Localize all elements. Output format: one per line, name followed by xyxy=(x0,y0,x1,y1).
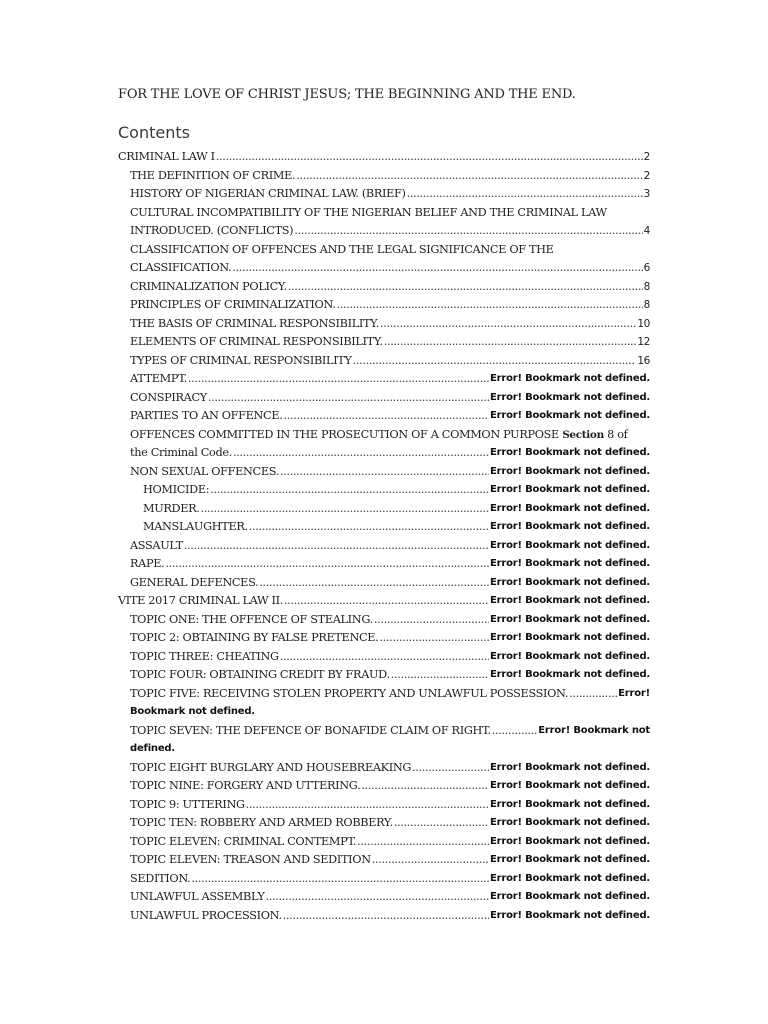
toc-entry-title: TOPIC ELEVEN: TREASON AND SEDITION xyxy=(130,853,371,866)
leader-dots xyxy=(296,167,642,186)
toc-error-text-line2: Bookmark not defined. xyxy=(130,706,255,717)
leader-dots xyxy=(294,222,642,241)
leader-dots xyxy=(283,407,489,426)
toc-entry[interactable] xyxy=(0,888,650,907)
toc-entry-title: TOPIC TEN: ROBBERY AND ARMED ROBBERY. xyxy=(130,816,393,829)
toc-entry-title: CRIMINALIZATION POLICY. xyxy=(130,279,287,293)
toc-entry[interactable] xyxy=(0,333,650,352)
toc-error-text: Error! Bookmark not defined. xyxy=(489,539,650,551)
toc-entry[interactable] xyxy=(0,518,650,537)
toc-entry-title: GENERAL DEFENCES. xyxy=(130,575,259,589)
toc-error-text: Error! Bookmark not defined. xyxy=(489,817,650,828)
toc-entry-title: THE DEFINITION OF CRIME. xyxy=(130,168,296,182)
toc-error-text: Error! xyxy=(618,687,650,699)
toc-entry-title: THE BASIS OF CRIMINAL RESPONSIBILITY. xyxy=(130,316,380,330)
toc-entry-title-line1: CULTURAL INCOMPATIBILITY OF THE NIGERIAN BELIEF AND THE CRIMINAL LAW xyxy=(130,205,607,219)
toc-entry-title: TOPIC THREE: CHEATING xyxy=(130,649,279,663)
leader-dots xyxy=(394,814,489,833)
toc-error-text: Error! Bookmark not defined. xyxy=(489,780,650,791)
toc-entry-title: TYPES OF CRIMINAL RESPONSIBILITY xyxy=(130,353,352,367)
leader-dots xyxy=(569,685,617,704)
leader-dots xyxy=(353,352,637,371)
toc-entry-title: RAPE. xyxy=(130,557,165,570)
toc-entry[interactable] xyxy=(0,389,650,408)
toc-entry[interactable] xyxy=(0,370,650,389)
toc-entry[interactable] xyxy=(0,426,650,463)
leader-dots xyxy=(288,278,643,297)
toc-entry[interactable] xyxy=(0,500,650,519)
toc-entry-title-line2: INTRODUCED. (CONFLICTS) xyxy=(130,224,294,237)
toc-entry-title: TOPIC ONE: THE OFFENCE OF STEALING. xyxy=(130,612,373,626)
toc-entry[interactable] xyxy=(0,555,650,574)
toc-entry-title-text: OFFENCES COMMITTED IN THE PROSECUTION OF A COMMON PURPOSE xyxy=(130,427,559,441)
leader-dots xyxy=(165,555,489,574)
toc-error-text: Error! Bookmark not defined. xyxy=(489,373,650,384)
toc-entry-title: ELEMENTS OF CRIMINAL RESPONSIBILITY. xyxy=(130,335,383,348)
toc-entry[interactable] xyxy=(0,851,650,870)
toc-entry[interactable] xyxy=(0,167,650,186)
toc-error-text: Error! Bookmark not defined. xyxy=(489,558,650,569)
toc-error-text: Error! Bookmark not defined. xyxy=(489,632,650,643)
toc-entry-title: MANSLAUGHTER. xyxy=(143,520,248,533)
toc-entry-title: TOPIC EIGHT BURGLARY AND HOUSEBREAKING xyxy=(130,760,412,774)
toc-error-text: Error! Bookmark not defined. xyxy=(489,410,650,421)
toc-entry-title: NON SEXUAL OFFENCES. xyxy=(130,464,279,478)
toc-page-number: 2 xyxy=(643,151,650,163)
leader-dots xyxy=(384,333,637,352)
toc-error-text: Error! Bookmark not defined. xyxy=(489,576,650,588)
toc-entry[interactable] xyxy=(0,796,650,815)
dedication-line: FOR THE LOVE OF CHRIST JESUS; THE BEGINNING AND THE END. xyxy=(118,87,576,102)
toc-entry-title: TOPIC NINE: FORGERY AND UTTERING. xyxy=(130,779,361,792)
toc-entry-title: HOMICIDE: xyxy=(143,483,210,496)
toc-entry-title: SEDITION. xyxy=(130,871,191,885)
leader-dots xyxy=(208,389,489,408)
toc-error-text: Error! Bookmark not defined. xyxy=(489,835,650,847)
leader-dots xyxy=(259,574,489,593)
toc-entry-title: MURDER. xyxy=(143,501,200,515)
leader-dots xyxy=(412,759,489,778)
toc-error-text: Error! Bookmark not defined. xyxy=(489,761,650,773)
toc-entry[interactable] xyxy=(0,315,650,334)
leader-dots xyxy=(280,463,489,482)
toc-error-text: Error! Bookmark not defined. xyxy=(489,595,650,606)
leader-dots xyxy=(391,666,489,685)
toc-entry[interactable] xyxy=(0,352,650,371)
section-bold-text: Section xyxy=(562,428,604,441)
toc-entry[interactable] xyxy=(0,759,650,778)
leader-dots xyxy=(232,259,642,278)
toc-entry-title: TOPIC 2: OBTAINING BY FALSE PRETENCE. xyxy=(130,631,379,644)
toc-page-number: 10 xyxy=(637,317,650,330)
toc-error-text-line2: defined. xyxy=(130,743,175,754)
toc-entry[interactable] xyxy=(0,907,650,926)
toc-entry[interactable] xyxy=(0,148,650,167)
toc-entry[interactable] xyxy=(0,296,650,315)
toc-entry[interactable] xyxy=(0,463,650,482)
toc-entry[interactable] xyxy=(0,278,650,297)
leader-dots xyxy=(492,722,537,741)
toc-entry-title: ASSAULT xyxy=(130,538,183,552)
toc-entry-title: HISTORY OF NIGERIAN CRIMINAL LAW. (BRIEF) xyxy=(130,187,406,200)
toc-error-text: Error! Bookmark not defined. xyxy=(489,650,650,662)
leader-dots xyxy=(284,592,489,611)
toc-error-text: Error! Bookmark not defined. xyxy=(489,891,650,902)
toc-error-text: Error! Bookmark not defined. xyxy=(489,447,650,458)
toc-page-number: 12 xyxy=(637,336,650,348)
toc-entry[interactable] xyxy=(0,777,650,796)
toc-entry[interactable] xyxy=(0,574,650,593)
toc-error-text: Error! Bookmark not defined. xyxy=(489,484,650,495)
toc-entry[interactable] xyxy=(0,204,650,241)
toc-entry[interactable] xyxy=(0,685,650,722)
table-of-contents xyxy=(0,148,768,925)
leader-dots xyxy=(266,888,489,907)
toc-entry[interactable] xyxy=(0,814,650,833)
leader-dots xyxy=(336,296,642,315)
toc-error-text: Error! Bookmark not defined. xyxy=(489,669,650,680)
leader-dots xyxy=(249,518,489,537)
toc-entry[interactable] xyxy=(0,241,650,278)
toc-entry[interactable] xyxy=(0,185,650,204)
leader-dots xyxy=(184,537,489,556)
toc-entry-title-line1 xyxy=(130,426,650,445)
toc-entry-title: PRINCIPLES OF CRIMINALIZATION. xyxy=(130,298,336,311)
leader-dots xyxy=(379,629,489,648)
leader-dots xyxy=(280,648,489,667)
toc-entry-title: TOPIC FOUR: OBTAINING CREDIT BY FRAUD. xyxy=(130,668,390,681)
toc-error-text: Error! Bookmark not defined. xyxy=(489,391,650,403)
leader-dots xyxy=(246,796,489,815)
leader-dots xyxy=(361,777,489,796)
leader-dots xyxy=(357,833,489,852)
section-number-text: 8 of xyxy=(607,427,628,441)
toc-error-text: Error! Bookmark not defined. xyxy=(489,521,650,532)
leader-dots xyxy=(372,851,489,870)
toc-error-text: Error! Bookmark not xyxy=(538,724,650,736)
toc-entry[interactable] xyxy=(0,870,650,889)
toc-page-number: 6 xyxy=(643,262,650,274)
toc-entry-title: TOPIC ELEVEN: CRIMINAL CONTEMPT. xyxy=(130,834,357,848)
toc-entry[interactable] xyxy=(0,722,650,759)
leader-dots xyxy=(216,148,643,167)
toc-entry-title: PARTIES TO AN OFFENCE. xyxy=(130,409,283,422)
toc-error-text: Error! Bookmark not defined. xyxy=(489,854,650,865)
toc-entry[interactable] xyxy=(0,537,650,556)
toc-entry-title-line2: the Criminal Code. xyxy=(130,446,232,459)
toc-entry-title: UNLAWFUL PROCESSION. xyxy=(130,908,282,922)
toc-entry[interactable] xyxy=(0,611,650,630)
leader-dots xyxy=(201,500,489,519)
contents-heading: Contents xyxy=(118,123,190,142)
toc-entry[interactable] xyxy=(0,407,650,426)
toc-entry[interactable] xyxy=(0,629,650,648)
toc-page-number: 4 xyxy=(643,225,650,237)
leader-dots xyxy=(191,870,489,889)
toc-entry[interactable] xyxy=(0,481,650,500)
toc-entry[interactable] xyxy=(0,833,650,852)
leader-dots xyxy=(283,907,489,926)
leader-dots xyxy=(210,481,489,500)
leader-dots xyxy=(233,444,489,463)
toc-entry-title: UNLAWFUL ASSEMBLY xyxy=(130,890,265,903)
toc-error-text: Error! Bookmark not defined. xyxy=(489,872,650,884)
leader-dots xyxy=(380,315,636,334)
toc-page-number: 3 xyxy=(643,188,650,200)
toc-error-text: Error! Bookmark not defined. xyxy=(489,613,650,625)
toc-page-number: 16 xyxy=(637,354,650,367)
leader-dots xyxy=(188,370,489,389)
toc-error-text: Error! Bookmark not defined. xyxy=(489,502,650,514)
leader-dots xyxy=(407,185,643,204)
toc-error-text: Error! Bookmark not defined. xyxy=(489,465,650,477)
toc-entry-title: CONSPIRACY xyxy=(130,390,207,404)
toc-entry-title-line1: CLASSIFICATION OF OFFENCES AND THE LEGAL SIGNIFICANCE OF THE xyxy=(130,242,554,256)
toc-entry-title: TOPIC SEVEN: THE DEFENCE OF BONAFIDE CLAIM OF RIGHT. xyxy=(130,723,491,737)
toc-entry-title: TOPIC 9: UTTERING xyxy=(130,797,245,811)
toc-entry-title: CRIMINAL LAW I xyxy=(118,150,215,163)
toc-entry-title-line2: CLASSIFICATION. xyxy=(130,261,232,274)
toc-entry-title: ATTEMPT. xyxy=(130,372,187,385)
toc-page-number: 2 xyxy=(643,169,650,182)
toc-error-text: Error! Bookmark not defined. xyxy=(489,909,650,921)
toc-page-number: 8 xyxy=(643,280,650,293)
toc-entry[interactable] xyxy=(0,592,650,611)
leader-dots xyxy=(374,611,489,630)
toc-entry[interactable] xyxy=(0,648,650,667)
toc-error-text: Error! Bookmark not defined. xyxy=(489,798,650,810)
toc-entry-title: VITE 2017 CRIMINAL LAW II. xyxy=(118,594,283,607)
toc-entry-title: TOPIC FIVE: RECEIVING STOLEN PROPERTY AND UNLAWFUL POSSESSION. xyxy=(130,686,569,700)
toc-entry[interactable] xyxy=(0,666,650,685)
toc-page-number: 8 xyxy=(643,299,650,311)
